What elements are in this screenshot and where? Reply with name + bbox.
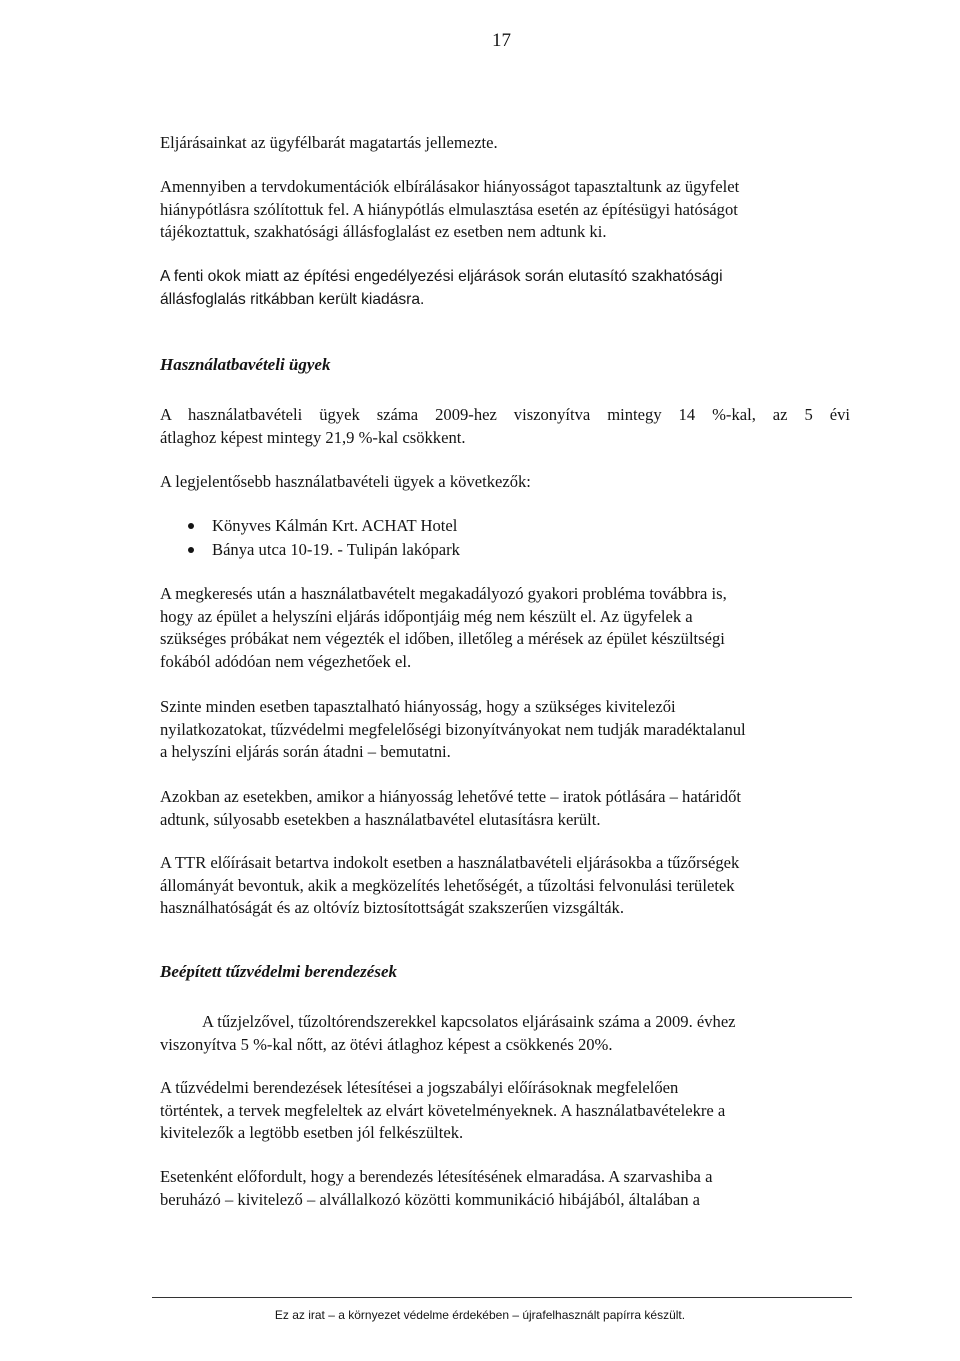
- text-line: Amennyiben a tervdokumentációk elbírálásakor hiányosságot tapasztaltunk az ügyfelet: [160, 177, 740, 196]
- text-line: történtek, a tervek megfeleltek az elvárt követelményeknek. A használatbavételekre a: [160, 1100, 726, 1120]
- paragraph-fire-brigade: [160, 852, 739, 920]
- text-line: Eljárásainkat az ügyfélbarát magatartás jellemezte.: [160, 133, 498, 152]
- text-line: A TTR előírásait betartva indokolt esetben a használatbavételi eljárásokba a tűzőrségek: [160, 853, 740, 872]
- text-line: A legjelentősebb használatbavételi ügyek a következők:: [160, 472, 531, 491]
- text-line: a helyszíni eljárás során átadni – bemutatni.: [160, 742, 451, 761]
- paragraph-intro: [160, 132, 498, 155]
- page-number: 17: [492, 30, 511, 51]
- text-line: Azokban az esetekben, amikor a hiányosság lehetővé tette – iratok pótlására – határidőt: [160, 787, 742, 806]
- text-line: viszonyítva 5 %-kal nőtt, az ötévi átlaghoz képest a csökkenés 20%.: [160, 1034, 613, 1054]
- list-item: Könyves Kálmán Krt. ACHAT Hotel: [188, 514, 460, 538]
- paragraph-reasons: [160, 266, 723, 311]
- text-line: hogy az épület a helyszíni eljárás időpontjáig még nem készült el. Az ügyfelek a: [160, 606, 693, 626]
- paragraph-notable-cases: [160, 471, 531, 494]
- text-line: adtunk, súlyosabb esetekben a használatbavétel elutasításra került.: [160, 809, 601, 829]
- text-line: kivitelezők a legtöbb esetben jól felkészültek.: [160, 1123, 464, 1142]
- paragraph-occupancy-stats: [160, 404, 850, 449]
- list-item: Bánya utca 10-19. - Tulipán lakópark: [188, 538, 460, 562]
- text-line: beruházó – kivitelező – alvállalkozó közötti kommunikáció hibájából, általában a: [160, 1189, 701, 1209]
- text-line: A tűzvédelmi berendezések létesítései a jogszabályi előírásoknak megfelelően: [160, 1078, 679, 1097]
- text-line: A fenti okok miatt az építési engedélyezési eljárások során elutasító szakhatósági: [160, 268, 723, 285]
- paragraph-problem: [160, 583, 727, 673]
- footer-note: Ez az irat – a környezet védelme érdekében – újrafelhasznált papírra készült.: [274, 1308, 686, 1322]
- text-line: Szinte minden esetben tapasztalható hiányosság, hogy a szükséges kivitelezői: [160, 697, 676, 716]
- section-heading-fire-equipment: Beépített tűzvédelmi berendezések: [160, 962, 397, 981]
- paragraph-deadline: [160, 786, 741, 831]
- text-line: átlaghoz képest mintegy 21,9 %-kal csökkent.: [160, 427, 466, 447]
- paragraph-occasional-issues: [160, 1166, 712, 1211]
- paragraph-installations: [160, 1077, 725, 1145]
- text-line: nyilatkozatokat, tűzvédelmi megfelelőségi bizonyítványokat nem tudják maradéktalanul: [160, 719, 746, 739]
- text-line: használhatóságát és az oltóvíz biztosítottságát szakszerűen vizsgálták.: [160, 898, 625, 917]
- text-line: A megkeresés után a használatbavételt megakadályozó gyakori probléma továbbra is,: [160, 584, 727, 603]
- text-line: fokából adódóan nem végezhetőek el.: [160, 651, 412, 671]
- paragraph-missing-documents: [160, 696, 746, 764]
- text-line: A tűzjelzővel, tűzoltórendszerekkel kapcsolatos eljárásaink száma a 2009. évhez: [202, 1012, 736, 1031]
- text-line: állományát bevontuk, akik a megközelítés lehetőségét, a tűzoltási felvonulási területek: [160, 875, 735, 895]
- paragraph-fire-alarm-stats: [160, 1011, 736, 1056]
- paragraph-deficiency: [160, 176, 739, 244]
- text-line: Esetenként előfordult, hogy a berendezés létesítésének elmaradása. A szarvashiba a: [160, 1167, 713, 1186]
- bullet-list: [188, 514, 460, 562]
- footer-divider: [152, 1297, 852, 1298]
- text-line: állásfoglalás ritkábban került kiadásra.: [160, 290, 425, 308]
- text-line: tájékoztattuk, szakhatósági állásfoglalást ez esetben nem adtunk ki.: [160, 222, 607, 241]
- text-line: A használatbavételi ügyek száma 2009-hez viszonyítva mintegy 14 %-kal, az 5 évi: [160, 405, 850, 424]
- text-line: hiánypótlásra szólítottuk fel. A hiánypótlás elmulasztása esetén az építésügyi hatóságot: [160, 199, 738, 219]
- text-line: szükséges próbákat nem végezték el időben, illetőleg a mérések az épület készültségi: [160, 629, 725, 648]
- section-heading-occupancy: Használatbavételi ügyek: [160, 355, 331, 374]
